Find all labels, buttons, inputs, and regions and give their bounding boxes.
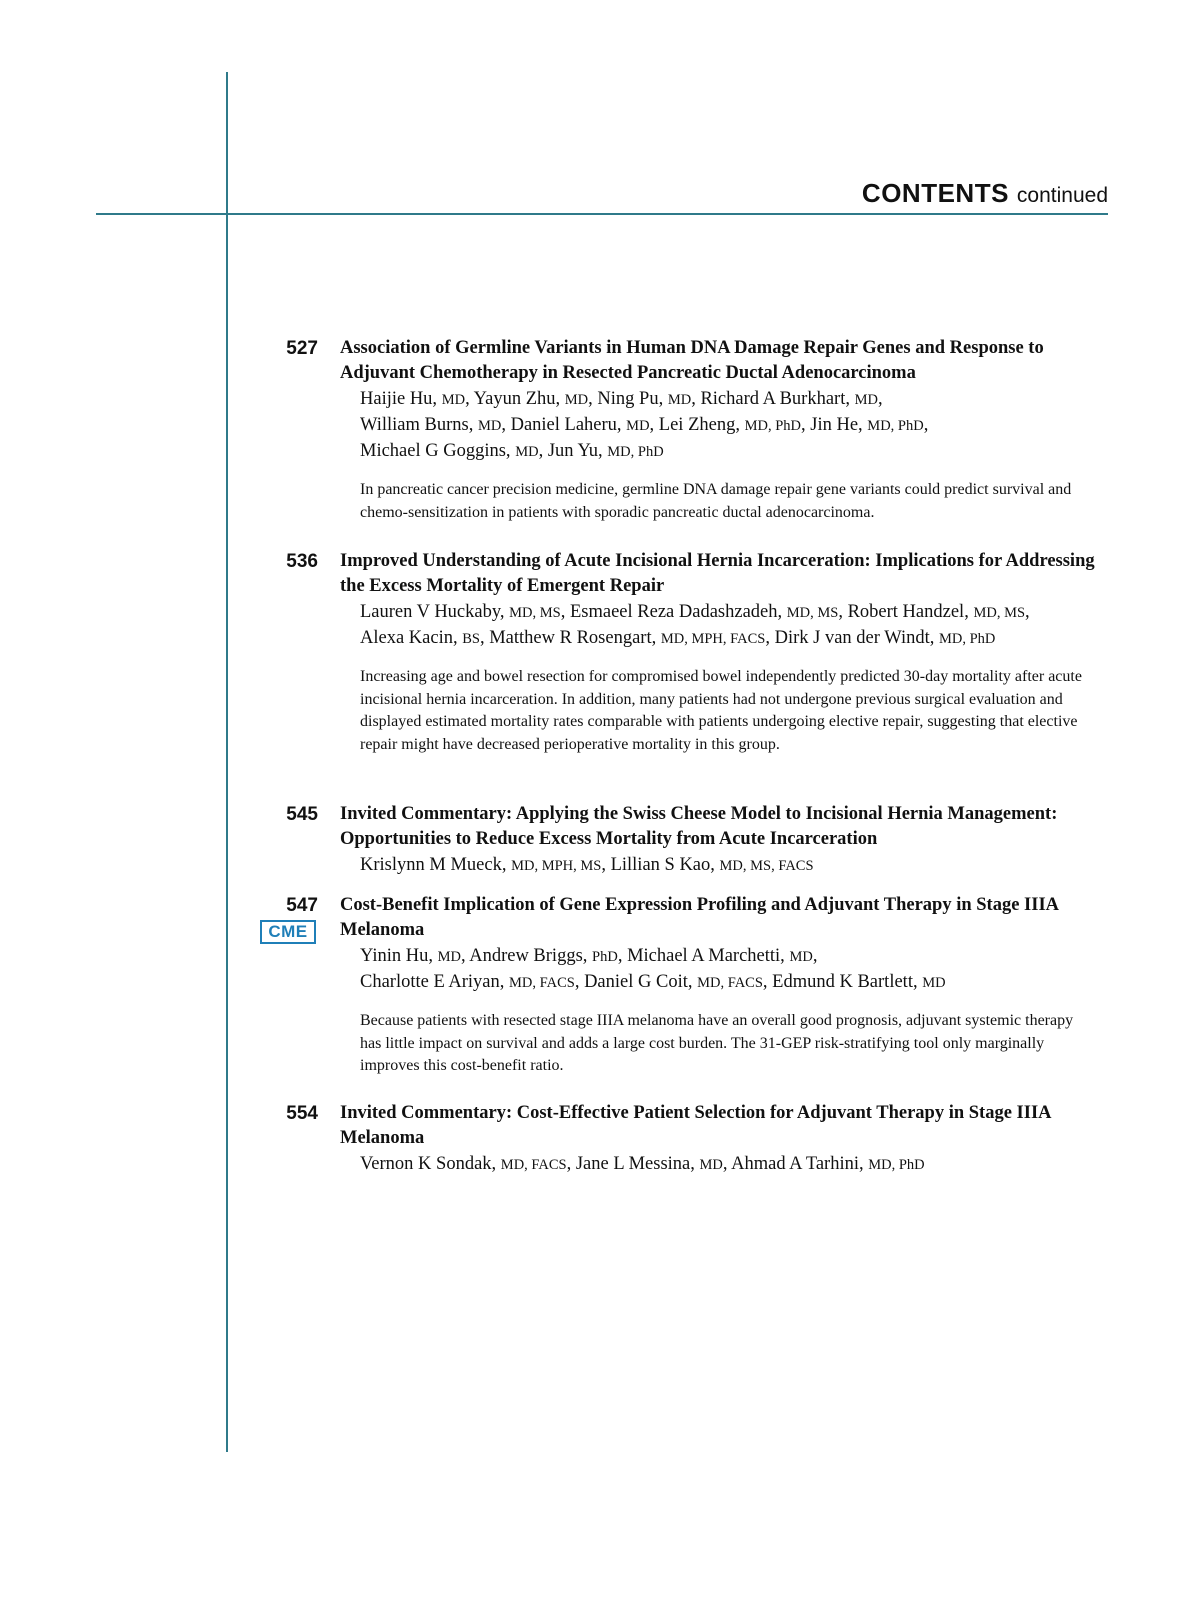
header-rule: [96, 213, 1108, 215]
author-degree: MD, MS, FACS: [719, 858, 814, 874]
article-title[interactable]: Invited Commentary: Cost-Effective Patient Selection for Adjuvant Therapy in Stage IIIA Melanoma: [340, 1103, 1051, 1148]
article-authors: [360, 853, 1120, 879]
author-degree: MD: [515, 444, 539, 460]
author-degree: PhD: [592, 949, 618, 965]
author-degree: MD: [789, 949, 813, 965]
toc-entry: [250, 1101, 1120, 1178]
article-authors: [360, 600, 1120, 652]
author-name: Vernon K Sondak,: [360, 1154, 501, 1174]
author-degree: MD, MS: [973, 605, 1026, 621]
author-degree: MD: [441, 392, 466, 408]
author-name: , Jin He,: [801, 415, 868, 435]
author-degree: MD, MS: [509, 605, 561, 621]
author-line: [360, 626, 1120, 652]
article-authors: [360, 944, 1120, 996]
author-name: , Lei Zheng,: [649, 415, 745, 435]
author-name: ,: [877, 389, 883, 409]
author-name: Yinin Hu,: [360, 946, 438, 966]
page-header: [862, 178, 1108, 209]
article-title[interactable]: Improved Understanding of Acute Incisional Hernia Incarceration: Implications for Addressing the Excess Mortality of Emergent Repair: [340, 551, 1095, 596]
article-authors: [360, 387, 1120, 465]
author-name: , Yayun Zhu,: [465, 389, 565, 409]
author-name: , Esmaeel Reza Dadashzadeh,: [560, 602, 787, 622]
vertical-rule: [226, 72, 228, 1452]
author-degree: MD: [667, 392, 692, 408]
author-name: , Robert Handzel,: [838, 602, 974, 622]
author-name: , Jun Yu,: [538, 441, 608, 461]
author-degree: MD, MPH, FACS: [660, 631, 766, 647]
article-title[interactable]: Invited Commentary: Applying the Swiss Cheese Model to Incisional Hernia Management: Opportunities to Reduce Excess Mortality from Acute Incarceration: [340, 804, 1058, 849]
author-name: ,: [1025, 602, 1030, 622]
author-line: [360, 600, 1120, 626]
author-name: , Daniel G Coit,: [574, 972, 698, 992]
author-name: , Andrew Briggs,: [460, 946, 593, 966]
author-degree: MD, MPH, MS: [511, 858, 602, 874]
author-degree: BS: [462, 631, 480, 647]
author-degree: MD: [626, 418, 650, 434]
author-line: [360, 413, 1120, 439]
author-line: [360, 853, 1120, 879]
author-degree: MD: [564, 392, 589, 408]
author-degree: MD: [699, 1157, 723, 1173]
author-name: , Daniel Laheru,: [501, 415, 627, 435]
author-line: [360, 1152, 1120, 1178]
author-name: , Ahmad A Tarhini,: [722, 1154, 869, 1174]
cme-badge: CME: [260, 920, 316, 944]
toc-entry: [250, 802, 1120, 879]
author-line: [360, 439, 1120, 465]
author-line: [360, 387, 1120, 413]
toc-entry: [250, 893, 1120, 1078]
page-number: 536: [286, 551, 318, 572]
author-name: Lauren V Huckaby,: [360, 602, 510, 622]
article-authors: [360, 1152, 1120, 1178]
author-name: , Lillian S Kao,: [601, 855, 720, 875]
author-degree: MD, FACS: [500, 1157, 567, 1173]
author-name: , Ning Pu,: [588, 389, 668, 409]
page-number: 554: [286, 1103, 318, 1124]
article-summary: Because patients with resected stage IIIA melanoma have an overall good prognosis, adjuvant systemic therapy has little impact on survival and adds a large cost burden. The 31-GEP risk-stratifying tool only marginally improves this cost-benefit ratio.: [360, 1012, 1074, 1074]
article-summary: Increasing age and bowel resection for compromised bowel independently predicted 30-day mortality after acute incisional hernia incarceration. In addition, many patients had not undergone previous surgical evaluation and displayed estimated mortality rates comparable with patients undergoing elective repair, suggesting that elective repair might have decreased perioperative mortality in this group.: [360, 668, 1082, 753]
page-number: 547: [286, 895, 318, 916]
author-degree: MD, PhD: [607, 444, 664, 460]
author-name: Krislynn M Mueck,: [360, 855, 512, 875]
article-title[interactable]: Association of Germline Variants in Human DNA Damage Repair Genes and Response to Adjuvant Chemotherapy in Resected Pancreatic Ductal Adenocarcinoma: [340, 338, 1044, 383]
author-name: Charlotte E Ariyan,: [360, 972, 509, 992]
author-name: , Dirk J van der Windt,: [765, 628, 939, 648]
author-name: Alexa Kacin,: [360, 628, 463, 648]
author-name: , Michael A Marchetti,: [617, 946, 790, 966]
author-name: , Jane L Messina,: [566, 1154, 700, 1174]
author-name: Michael G Goggins,: [360, 441, 516, 461]
article-summary: In pancreatic cancer precision medicine, germline DNA damage repair gene variants could predict survival and chemo-sensitization in patients with sporadic pancreatic ductal adenocarcinoma.: [360, 481, 1072, 521]
author-name: William Burns,: [360, 415, 478, 435]
author-name: ,: [812, 946, 818, 966]
author-degree: MD: [437, 949, 461, 965]
author-degree: MD, FACS: [509, 975, 575, 991]
author-name: , Matthew R Rosengart,: [479, 628, 661, 648]
author-name: ,: [923, 415, 929, 435]
author-degree: MD, FACS: [697, 975, 763, 991]
author-degree: MD, PhD: [744, 418, 801, 434]
article-title[interactable]: Cost-Benefit Implication of Gene Expression Profiling and Adjuvant Therapy in Stage IIIA Melanoma: [340, 895, 1058, 940]
author-degree: MD, PhD: [868, 1157, 925, 1173]
author-line: [360, 944, 1120, 970]
header-title: CONTENTS: [861, 178, 1009, 208]
toc-entry: [250, 336, 1120, 524]
author-degree: MD: [854, 392, 878, 408]
author-degree: MD: [477, 418, 502, 434]
author-name: , Richard A Burkhart,: [691, 389, 855, 409]
page-number: 527: [286, 338, 318, 359]
author-name: , Edmund K Bartlett,: [762, 972, 923, 992]
author-degree: MD: [922, 975, 946, 991]
header-subtitle: continued: [1016, 184, 1108, 207]
author-degree: MD, PhD: [867, 418, 924, 434]
toc-entry: [250, 549, 1120, 756]
page-number: 545: [286, 804, 318, 825]
author-degree: MD, MS: [786, 605, 839, 621]
author-degree: MD, PhD: [938, 631, 996, 647]
author-line: [360, 970, 1120, 996]
author-name: Haijie Hu,: [360, 389, 442, 409]
